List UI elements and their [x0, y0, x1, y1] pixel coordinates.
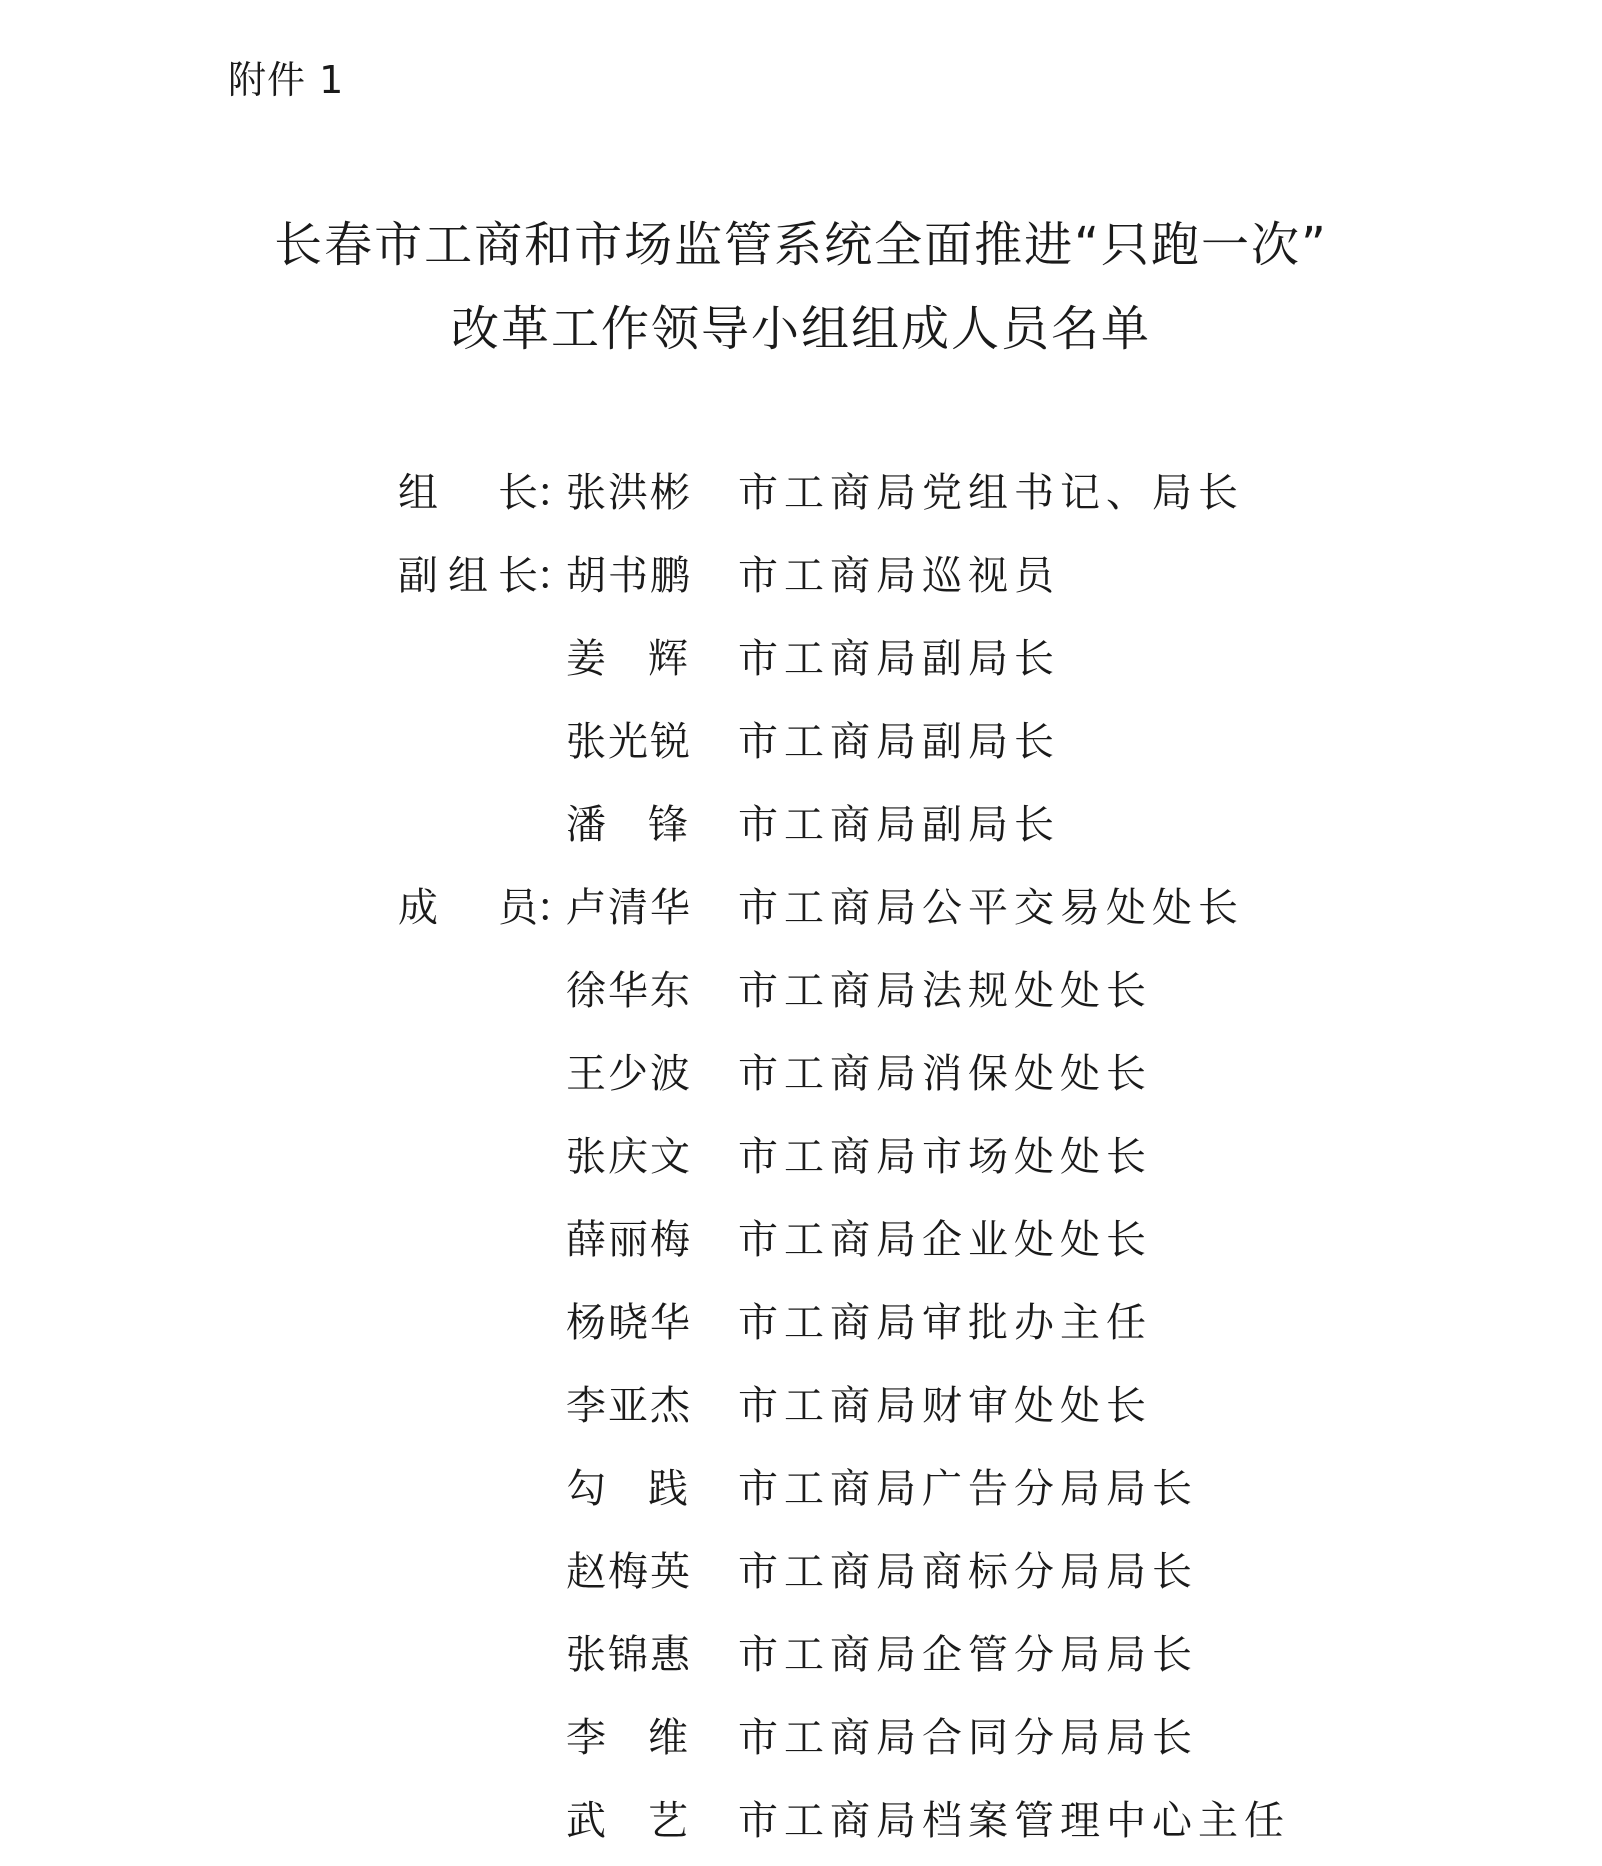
- member-name: 杨晓华: [566, 1300, 692, 1346]
- member-name: 潘锋: [566, 802, 690, 848]
- member-role: [398, 1282, 546, 1364]
- document-title-line-1: 长春市工商和市场监管系统全面推进“只跑一次”: [274, 217, 1328, 273]
- member-row: [0, 1199, 1602, 1281]
- member-name: 姜辉: [566, 636, 690, 682]
- member-position: 市工商局副局长: [738, 719, 1060, 765]
- member-role: [398, 1365, 546, 1447]
- member-position: 市工商局企业处处长: [738, 1217, 1152, 1263]
- member-position: 市工商局法规处处长: [738, 968, 1152, 1014]
- member-row: [0, 784, 1602, 866]
- member-position: 市工商局审批办主任: [738, 1300, 1152, 1346]
- member-position: 市工商局企管分局局长: [738, 1632, 1198, 1678]
- member-name: 张洪彬: [566, 470, 692, 516]
- member-row: [0, 1614, 1602, 1696]
- member-row: [0, 1697, 1602, 1779]
- member-name: 张光锐: [566, 719, 692, 765]
- member-name: 李维: [566, 1715, 690, 1761]
- member-role: [398, 1033, 546, 1115]
- member-position: 市工商局商标分局局长: [738, 1549, 1198, 1595]
- member-position: 市工商局公平交易处处长: [738, 885, 1244, 931]
- member-role: [398, 1116, 546, 1198]
- member-role: [398, 1531, 546, 1613]
- member-position: 市工商局消保处处长: [738, 1051, 1152, 1097]
- member-role: [398, 1780, 546, 1862]
- attachment-label: 附件 1: [228, 58, 345, 102]
- member-name: 王少波: [566, 1051, 692, 1097]
- member-row: [0, 452, 1602, 534]
- member-position: 市工商局档案管理中心主任: [738, 1798, 1290, 1844]
- member-row: [0, 1116, 1602, 1198]
- member-row: [0, 1033, 1602, 1115]
- member-row: [0, 1282, 1602, 1364]
- member-position: 市工商局副局长: [738, 636, 1060, 682]
- document-title-line-2: 改革工作领导小组组成人员名单: [450, 301, 1151, 357]
- member-row: [0, 1780, 1602, 1862]
- member-name: 张庆文: [566, 1134, 692, 1180]
- member-role: [398, 701, 546, 783]
- member-role: [398, 1199, 546, 1281]
- member-position: 市工商局广告分局局长: [738, 1466, 1198, 1512]
- member-role: [398, 1614, 546, 1696]
- member-role: [398, 784, 546, 866]
- member-row: [0, 1531, 1602, 1613]
- member-name: 勾践: [566, 1466, 690, 1512]
- member-row: [0, 950, 1602, 1032]
- member-name: 胡书鹏: [566, 553, 692, 599]
- member-role: 成员 ：: [398, 885, 576, 931]
- member-row: [0, 618, 1602, 700]
- member-role: [398, 618, 546, 700]
- member-name: 张锦惠: [566, 1632, 692, 1678]
- member-row: [0, 1448, 1602, 1530]
- member-name: 李亚杰: [566, 1383, 692, 1429]
- member-position: 市工商局财审处处长: [738, 1383, 1152, 1429]
- member-position: 市工商局市场处处长: [738, 1134, 1152, 1180]
- member-role: [398, 1697, 546, 1779]
- member-role: [398, 1448, 546, 1530]
- member-row: [0, 701, 1602, 783]
- member-position: 市工商局合同分局局长: [738, 1715, 1198, 1761]
- member-position: 市工商局副局长: [738, 802, 1060, 848]
- member-role: 副组长 ：: [398, 553, 576, 599]
- member-name: 武艺: [566, 1798, 690, 1844]
- member-name: 赵梅英: [566, 1549, 692, 1595]
- member-role: [398, 950, 546, 1032]
- member-name: 卢清华: [566, 885, 692, 931]
- member-role: 组长 ：: [398, 470, 576, 516]
- member-name: 薛丽梅: [566, 1217, 692, 1263]
- member-position: 市工商局党组书记、局长: [738, 470, 1244, 516]
- member-position: 市工商局巡视员: [738, 553, 1060, 599]
- member-row: [0, 1365, 1602, 1447]
- member-name: 徐华东: [566, 968, 692, 1014]
- member-row: [0, 535, 1602, 617]
- member-row: [0, 867, 1602, 949]
